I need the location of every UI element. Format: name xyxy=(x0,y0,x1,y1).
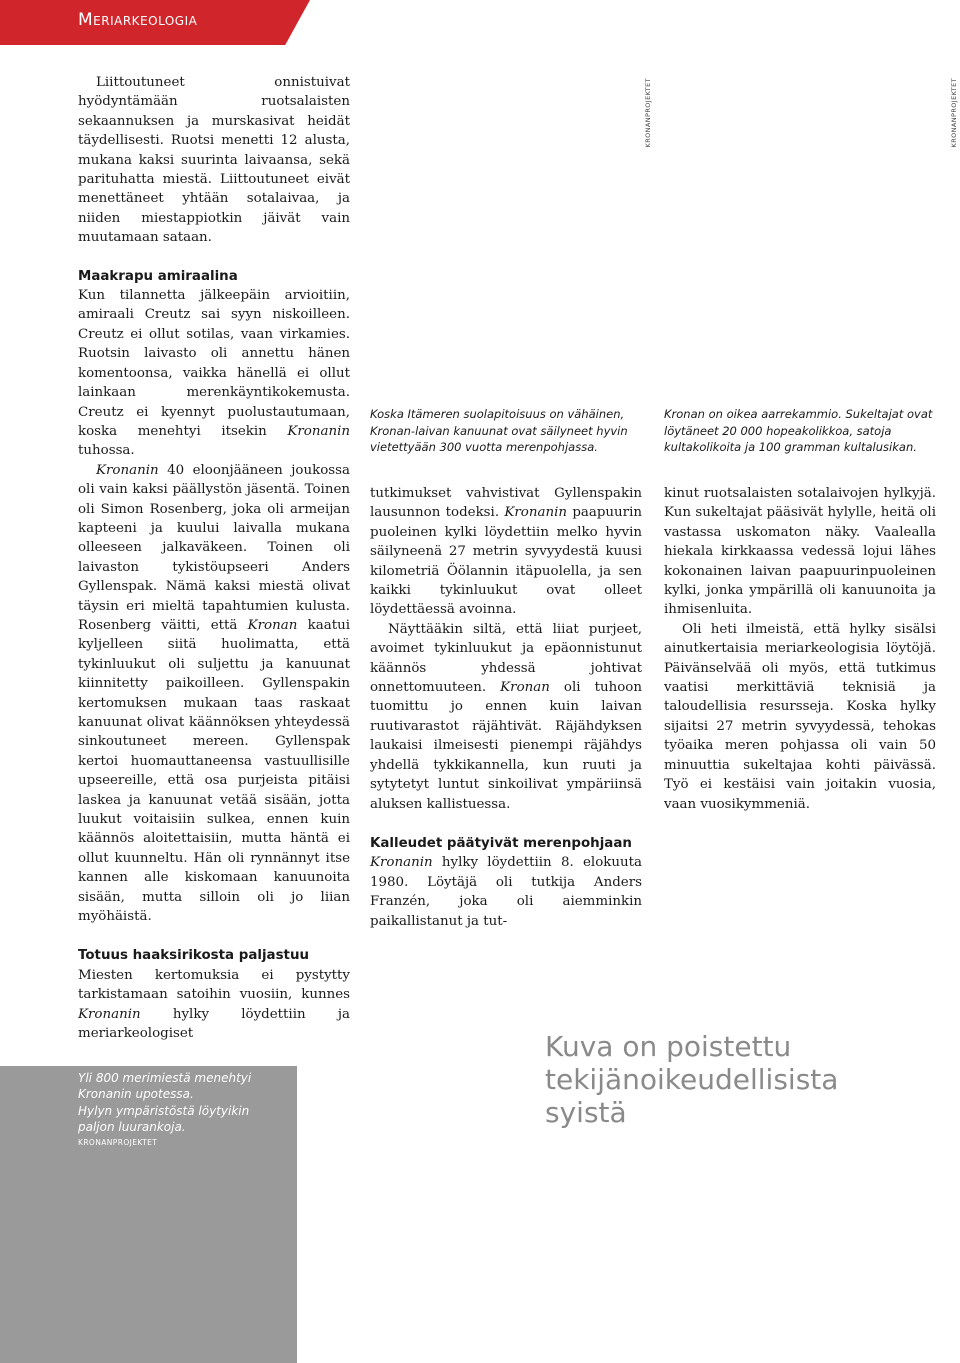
heading-kalleudet: Kalleudet päätyivät merenpohjaan xyxy=(370,835,632,851)
column-1 xyxy=(78,73,350,1044)
paragraph-creutz: Kun tilannetta jälkeepäin arvioitiin, amiraali Creutz sai syyn niskoilleen. Creutz ei ollut sotilas, vaan virkamies. Ruotsin laivasto oli annettu hänen komentoonsa, vaikka hänellä ei ollut lainkaan merenkäyntikokemusta. Creutz ei kyennyt puolustautumaan, koska menehtyi itsekin Kronanin tuhossa. xyxy=(78,288,350,459)
paragraph-research: Oli heti ilmeistä, että hylky sisälsi ainutkertaisia meriarkeologisia löytöjä. Päivänselvää oli myös, että tutkimus vaatisi merkittäviä teknisiä ja taloudellisia resursseja. Koska hylky sijaitsi 27 metrin syvyydessä, tehokas työaika meren pohjassa oli vain 50 minuuttia sukeltajaa kohti päivässä. Työ ei kestäisi vain joitakin vuosia, vaan vuosikymmeniä. xyxy=(664,621,936,812)
photo-credit: KRONANPROJEKTET xyxy=(78,1138,158,1147)
paragraph-wreck-view: kinut ruotsalaisten sotalaivojen hylkyjä. Kun sukeltajat pääsivät hylylle, heitä oli vastassa uskomaton näky. Vaalealla hiekala kirkkaassa vedessä lojui lähes kokonainen laivan paapuurinpuoleinen kylki, jonka ympärillä oli kanuunoita ja ihmisenluita. xyxy=(664,486,936,618)
column-3 xyxy=(664,484,936,814)
cannons-caption: Koska Itämeren suolapitoisuus on vähäinen, Kronan-laivan kanuunat ovat säilyneet hyvin vietettyään 300 vuotta merenpohjassa. xyxy=(370,407,628,455)
paragraph-truth: Miesten kertomuksia ei pystytty tarkistamaan satoihin vuosiin, kunnes Kronanin hylky löydettiin ja meriarkeologiset xyxy=(78,967,350,1042)
column-2 xyxy=(370,484,642,931)
treasure-caption: Kronan on oikea aarrekammio. Sukeltajat ovat löytäneet 20 000 hopeakolikkoa, satoja kultakolikoita ja 100 gramman kultalusikan. xyxy=(664,407,933,455)
section-title: Meriarkeologia xyxy=(78,10,198,30)
photo-credit-vertical: KRONANPROJEKTET xyxy=(950,78,958,148)
heading-maakrapu: Maakrapu amiraalina xyxy=(78,268,238,284)
paragraph-conclusion: Näyttääkin siltä, että liiat purjeet, avoimet tykinluukut ja epäonnistunut käännös yhdessä johtivat onnettomuuteen. Kronan oli tuhoon tuomittu jo ennen kuin laivan ruutivarastot räjähtivät. Räjähdyksen laukaisi ilmeisesti pienempi räjähdys yhdellä tykkikannella, kun ruuti ja sytytetyt luntut sinkoilivat ympäriinsä aluksen kallistuessa. xyxy=(370,621,642,812)
skeletons-caption: Yli 800 merimiestä menehtyi Kronanin upotessa. Hylyn ympäristöstä löytyikin paljon luurankoja. xyxy=(78,1071,252,1135)
photo-credit-vertical: KRONANPROJEKTET xyxy=(644,78,652,148)
paragraph-confirmed: tutkimukset vahvistivat Gyllenspakin lausunnon todeksi. Kronanin paapuurin puoleinen kylki löydettiin melko hyvin säilyneenä 27 metrin syvyydestä kuusi kilometriä Öölannin itäpuolella, ja sen kaikki tykinluukut ovat olleet löydettäessä avoinna. xyxy=(370,486,642,618)
paragraph-survivors: Kronanin 40 eloonjääneen joukossa oli vain kaksi päällystön jäsentä. Toinen oli Simon Rosenberg, joka oli armeijan kapteeni ja kuului laivalla mukana olleeseen jalkaväkeen. Toinen oli laivaston tykistöupseeri Anders Gyllenspak. Nämä kaksi miestä olivat täysin eri mieltä tapahtumien kulusta. Rosenberg väitti, että Kronan kaatui kyljelleen siitä huolimatta, että tykinluukut oli suljettu ja kanuunat kiinnitetty paikoilleen. Gyllenspakin kertomuksen mukaan taas raskaat kanuunat olivat käännöksen yhteydessä sinkoutuneet mereen. Gyllenspak kertoi huomauttaneensa vastuullisille upseereille, että osa purjeista pitäisi laskea ja kanuunat vetää sisään, jotta luukut voitaisiin sulkea, ennen kuin käännös aloitettaisiin, mutta häntä ei ollut kuunneltu. Hän oli rynnännyt itse kannen alle kiskomaan kanuunoita sisään, mutta silloin oli jo liian myöhäistä. xyxy=(78,462,350,925)
heading-totuus: Totuus haaksirikosta paljastuu xyxy=(78,948,310,964)
intro-paragraph: Liittoutuneet onnistuivat hyödyntämään ruotsalaisten sekaannuksen ja murskasivat heidät täydellisesti. Ruotsi menetti 12 alusta, mukana kaksi suurinta laivaansa, sekä parituhatta miestä. Liittoutuneet eivät menettäneet yhtään sotalaivaa, ja niiden miestappiotkin jäivät vain muutamaan sataan. xyxy=(78,75,350,246)
paragraph-found: Kronanin hylky löydettiin 8. elokuuta 1980. Löytäjä oli tutkija Anders Franzén, joka oli aiemminkin paikallistanut ja tut- xyxy=(370,855,642,929)
header-bar xyxy=(0,0,960,45)
image-removed-notice: Kuva on poistettu tekijänoikeudellisista syistä xyxy=(545,1030,839,1129)
